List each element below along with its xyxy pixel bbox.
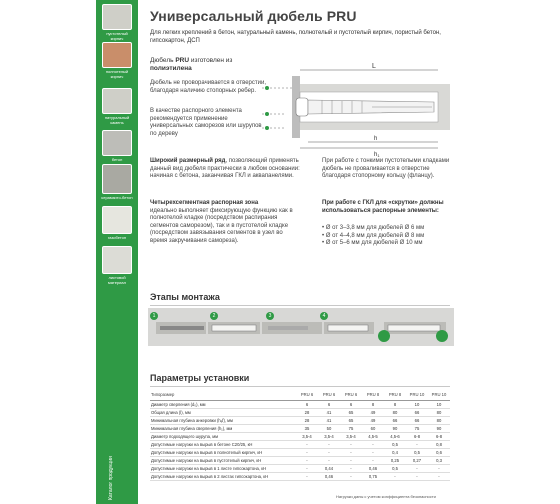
- table-cell: -: [362, 448, 384, 456]
- table-cell: 66: [406, 408, 428, 416]
- table-row: [150, 400, 450, 408]
- table-cell: 8: [362, 400, 384, 408]
- table-row: [150, 408, 450, 416]
- row-label: Допустимые нагрузки на вырыв в полнотелый кирпич, кН: [150, 448, 296, 456]
- table-cell: 28: [296, 408, 318, 416]
- table-cell: 0,5: [406, 448, 428, 456]
- row-label: Допустимые нагрузки на вырыв в 2 листах гипсокартона, кН: [150, 472, 296, 480]
- table-row: [150, 456, 450, 464]
- table-cell: 6-8: [428, 432, 450, 440]
- table-cell: 50: [318, 424, 340, 432]
- sheet-material-icon: [102, 246, 132, 274]
- table-cell: 0,5: [384, 464, 406, 472]
- installation-steps-strip: [148, 308, 454, 346]
- check-icon: [378, 330, 390, 342]
- column-header: Типоразмер: [150, 390, 296, 400]
- table-cell: 0,75: [362, 472, 384, 480]
- installation-steps-illustration: [148, 308, 454, 346]
- bullet-item: • Ø от 3–3,8 мм для дюбелей Ø 6 мм: [322, 225, 425, 231]
- table-cell: 75: [340, 424, 362, 432]
- sidebar-item-aerated: газобетон: [100, 206, 134, 240]
- dim-label-h: h: [374, 136, 378, 142]
- table-row: [150, 432, 450, 440]
- hollow-brick-icon: [102, 4, 132, 30]
- table-cell: -: [340, 448, 362, 456]
- table-cell: 6: [296, 400, 318, 408]
- table-cell: -: [362, 440, 384, 448]
- table-cell: 90: [428, 424, 450, 432]
- sidebar-item-natural-stone: натуральный камень: [100, 88, 134, 125]
- text-size-range: Широкий размерный ряд, позволяющий применять данный вид дюбеля практически в любом основании: начиная с бетона, заканчивая ГКЛ и аквапанелями.: [150, 158, 300, 179]
- table-cell: 80: [384, 408, 406, 416]
- table-cell: 3,5-4: [296, 432, 318, 440]
- table-row: [150, 424, 450, 432]
- step-1-badge: 1: [150, 312, 158, 320]
- sidebar-item-solid-brick: полнотелый кирпич: [100, 42, 134, 79]
- sidebar-item-hollow-brick: пустотелый кирпич: [100, 4, 134, 41]
- table-cell: 75: [406, 424, 428, 432]
- table-cell: -: [296, 472, 318, 480]
- table-cell: -: [340, 456, 362, 464]
- step-2-badge: 2: [210, 312, 218, 320]
- table-cell: -: [428, 464, 450, 472]
- divider: [150, 386, 450, 387]
- table-cell: -: [296, 448, 318, 456]
- text-expansion-element: В качестве распорного элемента рекомендуется применение универсальных саморезов или шурупов по дереву: [150, 108, 262, 137]
- table-cell: 49: [362, 416, 384, 424]
- aerated-concrete-icon: [102, 206, 132, 234]
- table-cell: -: [406, 472, 428, 480]
- params-table: [150, 390, 450, 481]
- column-header: PRU 10: [406, 390, 428, 400]
- table-row: [150, 440, 450, 448]
- table-cell: -: [362, 456, 384, 464]
- table-cell: 66: [406, 416, 428, 424]
- table-cell: 6-8: [406, 432, 428, 440]
- sidebar-item-concrete: бетон: [100, 130, 134, 162]
- table-header-row: [150, 390, 450, 400]
- table-cell: 0,46: [318, 472, 340, 480]
- table-cell: 10: [428, 400, 450, 408]
- table-cell: 0,5: [384, 440, 406, 448]
- dowel-drawing: [262, 62, 462, 158]
- column-header: PRU 6: [296, 390, 318, 400]
- table-cell: 10: [406, 400, 428, 408]
- row-label: Допустимые нагрузки на вырыв в бетоне C20/25, кН: [150, 440, 296, 448]
- table-row: [150, 472, 450, 480]
- sidebar-item-sheet: листовой материал: [100, 246, 134, 285]
- steps-heading: Этапы монтажа: [150, 292, 220, 302]
- table-row: [150, 464, 450, 472]
- row-label: Минимальная глубина анкеровки (hₑf), мм: [150, 416, 296, 424]
- table-cell: 90: [384, 424, 406, 432]
- table-cell: 41: [318, 408, 340, 416]
- table-cell: 6: [318, 400, 340, 408]
- table-cell: 0,6: [428, 448, 450, 456]
- bullet-item: • Ø от 4–4,8 мм для дюбелей Ø 8 мм: [322, 232, 425, 239]
- row-label: Общая длина (l), мм: [150, 408, 296, 416]
- table-cell: -: [318, 448, 340, 456]
- dim-label-h1: h1: [374, 152, 380, 158]
- table-cell: 80: [428, 416, 450, 424]
- solid-brick-icon: [102, 42, 132, 68]
- table-cell: -: [318, 440, 340, 448]
- table-row: [150, 416, 450, 424]
- material-line: Дюбель PRU изготовлен из полиэтилена: [150, 57, 233, 72]
- table-cell: 6: [340, 400, 362, 408]
- table-cell: 0,44: [318, 464, 340, 472]
- column-header: PRU 8: [384, 390, 406, 400]
- gkl-bullets: [322, 225, 452, 248]
- page-title: Универсальный дюбель PRU: [150, 8, 357, 24]
- concrete-icon: [102, 130, 132, 156]
- column-header: PRU 10: [428, 390, 450, 400]
- intro-text: Для легких креплений в бетон, натуральный камень, полнотелый и пустотелый кирпич, пористый бетон, гипсокартон, ДСП: [150, 30, 441, 44]
- table-cell: 0,8: [428, 440, 450, 448]
- text-expansion-zone: Четырехсегментная распорная зона идеально выполняет фиксирующую функцию как в полнотелой кладке (посредством распирания сегментов саморезом), так и в пустотелой кладке (посредством завязывания сегментов в узел во время закручивания самореза).: [150, 200, 293, 244]
- table-cell: -: [340, 464, 362, 472]
- table-cell: 60: [362, 424, 384, 432]
- table-cell: -: [384, 472, 406, 480]
- dim-label-L: L: [372, 63, 376, 70]
- table-cell: 0,3: [428, 456, 450, 464]
- text-thin-masonry: При работе с тонкими пустотелыми кладками дюбель не проваливается в отверстие благодаря стопорному кольцу (фланцу).: [322, 158, 450, 179]
- row-label: Допустимые нагрузки на вырыв в пустотелый кирпич, кН: [150, 456, 296, 464]
- row-label: Минимальная глубина сверления (h₁), мм: [150, 424, 296, 432]
- table-cell: 3,5-4: [340, 432, 362, 440]
- table-cell: 65: [340, 408, 362, 416]
- table-cell: -: [428, 472, 450, 480]
- sidebar-item-claydite: керамзито-бетон: [100, 164, 134, 200]
- step-3-badge: 3: [266, 312, 274, 320]
- divider: [150, 305, 450, 306]
- table-cell: 49: [362, 408, 384, 416]
- table-cell: 4,5-5: [362, 432, 384, 440]
- table-cell: 35: [296, 424, 318, 432]
- table-cell: 0,46: [362, 464, 384, 472]
- table-cell: -: [296, 440, 318, 448]
- table-cell: 4,5-6: [384, 432, 406, 440]
- row-label: Диаметр сверления (d₀), мм: [150, 400, 296, 408]
- column-header: PRU 6: [318, 390, 340, 400]
- material-sidebar: [96, 0, 138, 504]
- step-4-badge: 4: [320, 312, 328, 320]
- text-no-rotation: Дюбель не проворачивается в отверстии, благодаря наличию стопорных ребер.: [150, 80, 266, 94]
- table-row: [150, 448, 450, 456]
- table-cell: -: [296, 456, 318, 464]
- table-cell: 41: [318, 416, 340, 424]
- row-label: Допустимые нагрузки на вырыв в 1 листе гипсокартона, кН: [150, 464, 296, 472]
- params-heading: Параметры установки: [150, 373, 250, 383]
- column-header: PRU 6: [340, 390, 362, 400]
- table-cell: 65: [340, 416, 362, 424]
- table-cell: -: [406, 440, 428, 448]
- check-icon: [436, 330, 448, 342]
- table-cell: -: [340, 440, 362, 448]
- text-gkl-heading: При работе с ГКЛ для «скрутки» должны использоваться распорные элементы:: [322, 200, 444, 214]
- natural-stone-icon: [102, 88, 132, 114]
- row-label: Диаметр подходящего шурупа, мм: [150, 432, 296, 440]
- column-header: PRU 8: [362, 390, 384, 400]
- bullet-item: • Ø от 5–6 мм для дюбелей Ø 10 мм: [322, 240, 423, 246]
- table-cell: 8: [384, 400, 406, 408]
- table-cell: 28: [296, 416, 318, 424]
- claydite-concrete-icon: [102, 164, 132, 194]
- table-cell: 3,5-4: [318, 432, 340, 440]
- table-cell: 80: [428, 408, 450, 416]
- catalog-label: Каталог продукции: [108, 456, 114, 500]
- table-footnote: Нагрузки даны с учетом коэффициента безопасности: [336, 494, 436, 499]
- table-cell: 0,27: [406, 456, 428, 464]
- table-cell: -: [340, 472, 362, 480]
- table-cell: 0,25: [384, 456, 406, 464]
- table-cell: 66: [384, 416, 406, 424]
- table-cell: -: [406, 464, 428, 472]
- table-cell: -: [296, 464, 318, 472]
- table-cell: -: [318, 456, 340, 464]
- table-cell: 0,4: [384, 448, 406, 456]
